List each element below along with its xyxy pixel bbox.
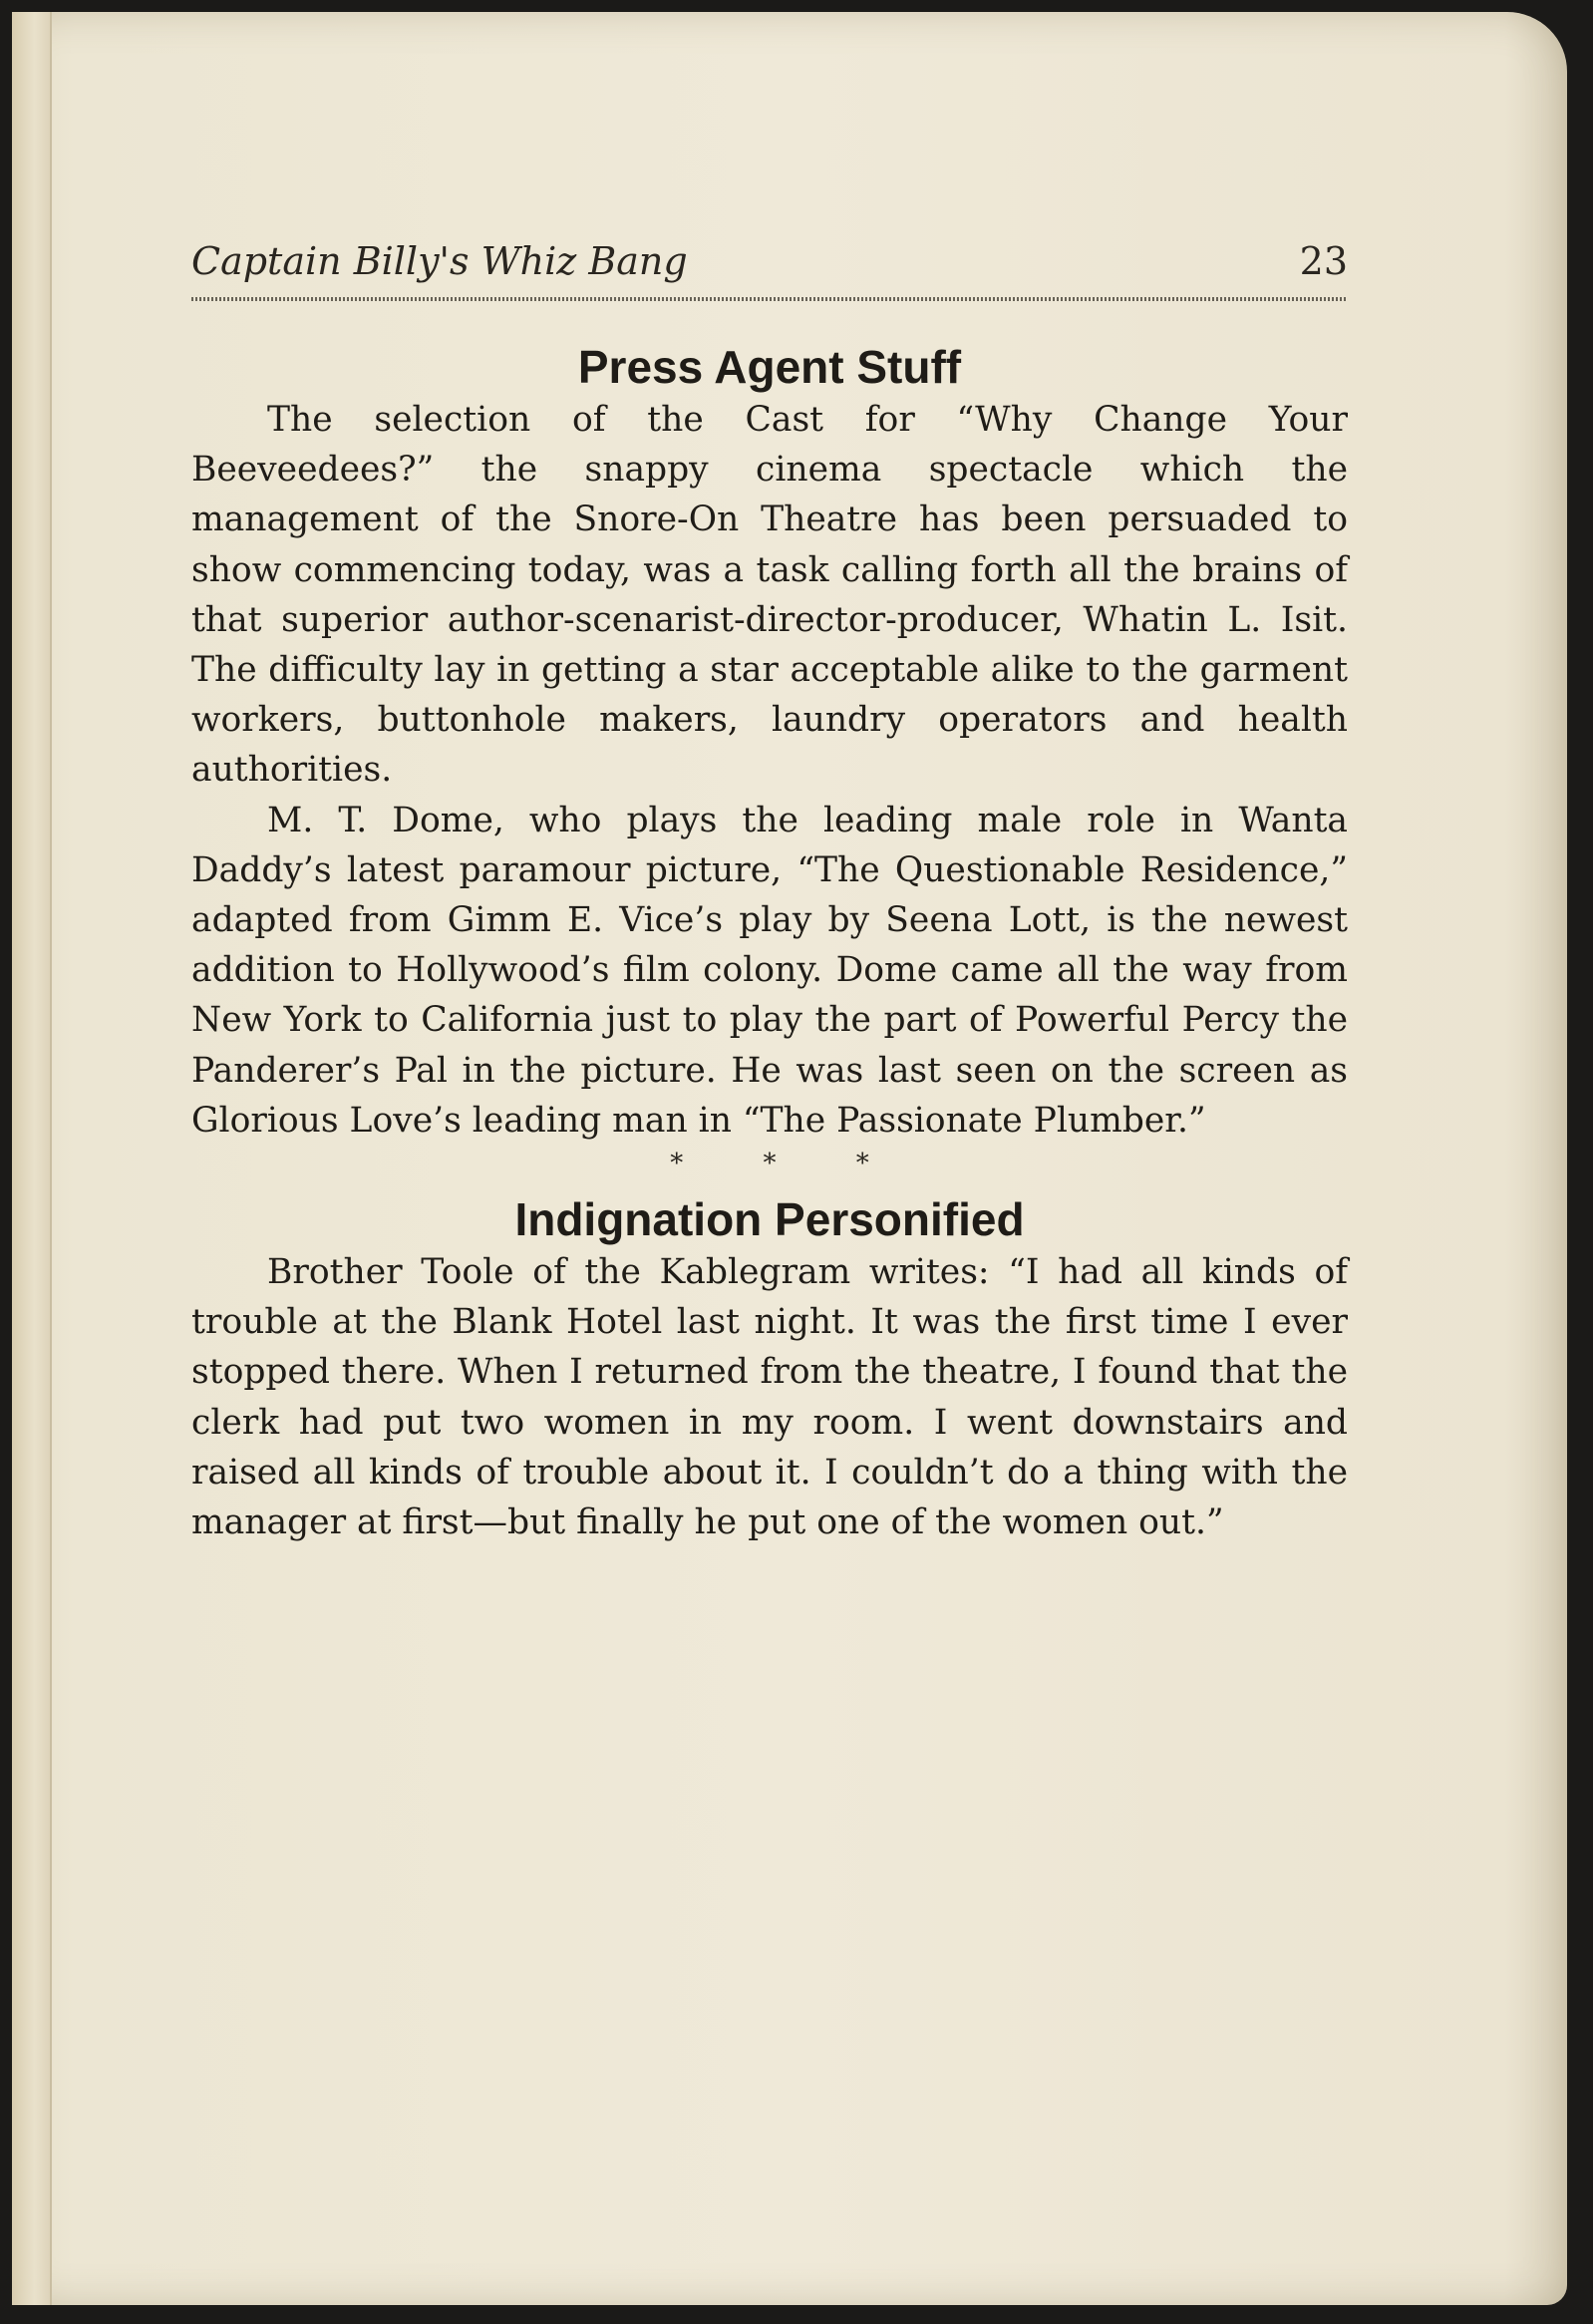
running-title: Captain Billy's Whiz Bang	[191, 239, 688, 283]
article-title-indignation-personified: Indignation Personified	[514, 1193, 1025, 1246]
article-title-press-agent-stuff: Press Agent Stuff	[577, 341, 962, 393]
page-number: 23	[1299, 239, 1348, 283]
header-rule	[191, 297, 1348, 301]
section-separator: * * *	[670, 1149, 905, 1179]
page-header	[191, 239, 1348, 299]
page-content	[191, 339, 1348, 1547]
article-paragraph: The selection of the Cast for “Why Change Your Beeveedees?” the snappy cinema spectacle which the management of the Snore-On Theatre has been persuaded to show commencing today, was a task calling forth all the brains of that superior author-scenarist-director-producer, Whatin L. Isit. The difficulty lay in getting a star acceptable alike to the garment workers, buttonhole makers, laundry operators and health authorities.	[191, 400, 1348, 791]
article-paragraph: M. T. Dome, who plays the leading male role in Wanta Daddy’s latest paramour picture, “The Questionable Residence,” adapted from Gimm E. Vice’s play by Seena Lott, is the newest addition to Hollywood’s film colony. Dome came all the way from New York to California just to play the part of Powerful Percy the Panderer’s Pal in the picture. He was last seen on the screen as Glorious Love’s leading man in “The Passionate Plumber.”	[191, 800, 1348, 1141]
article-paragraph: Brother Toole of the Kablegram writes: “I had all kinds of trouble at the Blank Hotel last night. It was the first time I ever stopped there. When I returned from the theatre, I found that the clerk had put two women in my room. I went downstairs and raised all kinds of trouble about it. I couldn’t do a thing with the manager at first—but finally he put one of the women out.”	[191, 1252, 1348, 1543]
page-binding-edge	[12, 12, 52, 2305]
